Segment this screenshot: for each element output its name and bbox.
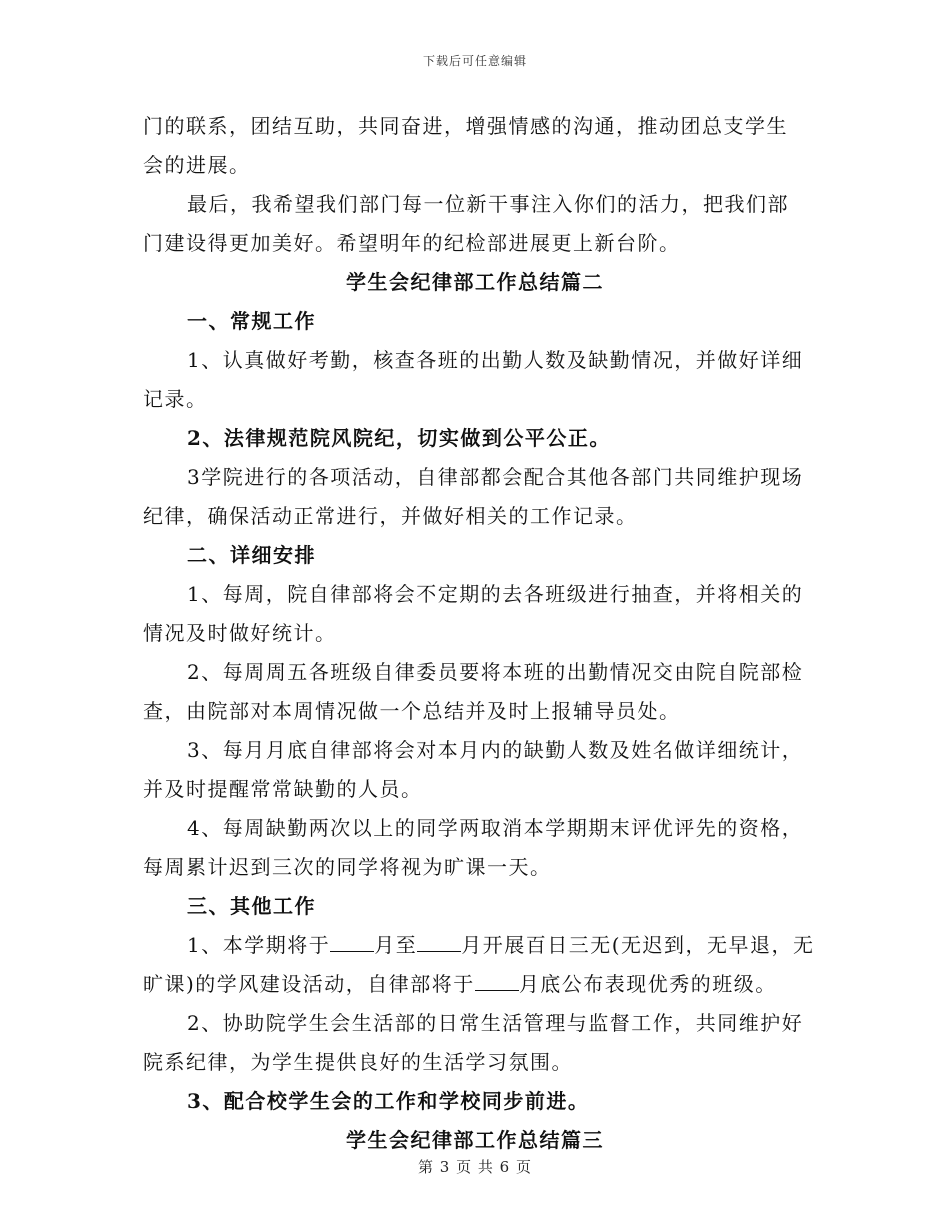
paragraph-line: 院系纪律，为学生提供良好的生活学习氛围。 (143, 1050, 573, 1074)
paragraph-line: 纪律，确保活动正常进行，并做好相关的工作记录。 (143, 504, 638, 528)
paragraph-line: 2、协助院学生会生活部的日常生活管理与监督工作，共同维护好 (187, 1011, 804, 1035)
bold-item: 2、法律规范院风院纪，切实做到公平公正。 (187, 426, 611, 450)
fill-in-blank (475, 972, 519, 991)
paragraph-line: 1、每周，院自律部将会不定期的去各班级进行抽查，并将相关的 (187, 582, 804, 606)
paragraph-line: 查，由院部对本周情况做一个总结并及时上报辅导员处。 (143, 699, 681, 723)
paragraph-line (143, 926, 815, 965)
paragraph-line: 2、每周周五各班级自律委员要将本班的出勤情况交由院自院部检 (187, 660, 804, 684)
fill-in-blank (417, 933, 461, 952)
text-segment: 月开展百日三无(无迟到，无早退，无 (461, 933, 815, 957)
subsection-heading-other: 三、其他工作 (187, 894, 316, 918)
subsection-heading-schedule: 二、详细安排 (187, 543, 316, 567)
text-segment: 月底公布表现优秀的班级。 (518, 972, 777, 996)
page-number: 第 3 页 共 6 页 (418, 1158, 532, 1176)
subsection-heading-routine: 一、常规工作 (187, 309, 316, 333)
paragraph-line: 1、认真做好考勤，核查各班的出勤人数及缺勤情况，并做好详细 (187, 348, 804, 372)
header-note: 下载后可任意编辑 (422, 54, 527, 68)
paragraph-line: 3学院进行的各项活动，自律部都会配合其他各部门共同维护现场 (187, 465, 804, 489)
paragraph-line: 4、每周缺勤两次以上的同学两取消本学期期末评优评先的资格， (187, 816, 804, 840)
paragraph-line: 每周累计迟到三次的同学将视为旷课一天。 (143, 855, 552, 879)
fill-in-blank (330, 933, 374, 952)
text-segment: 月至 (374, 933, 418, 957)
paragraph-line (143, 965, 807, 1004)
text-segment: 旷课)的学风建设活动，自律部将于 (143, 972, 475, 996)
section-title-part2: 学生会纪律部工作总结篇二 (346, 270, 604, 294)
paragraph-line: 3、每月月底自律部将会对本月内的缺勤人数及姓名做详细统计， (187, 738, 804, 762)
paragraph-line: 记录。 (143, 387, 208, 411)
paragraph-line: 情况及时做好统计。 (143, 621, 337, 645)
paragraph-line: 会的进展。 (143, 153, 251, 177)
paragraph-line: 门的联系，团结互助，共同奋进，增强情感的沟通，推动团总支学生 (143, 114, 788, 138)
paragraph-line: 最后，我希望我们部门每一位新干事注入你们的活力，把我们部 (187, 192, 789, 216)
bold-item: 3、配合校学生会的工作和学校同步前进。 (187, 1089, 590, 1113)
paragraph-line: 并及时提醒常常缺勤的人员。 (143, 777, 423, 801)
section-title-part3: 学生会纪律部工作总结篇三 (346, 1128, 604, 1152)
text-segment: 1、本学期将于 (187, 933, 331, 957)
document-body (143, 107, 815, 1160)
paragraph-line: 门建设得更加美好。希望明年的纪检部进展更上新台阶。 (143, 231, 681, 255)
